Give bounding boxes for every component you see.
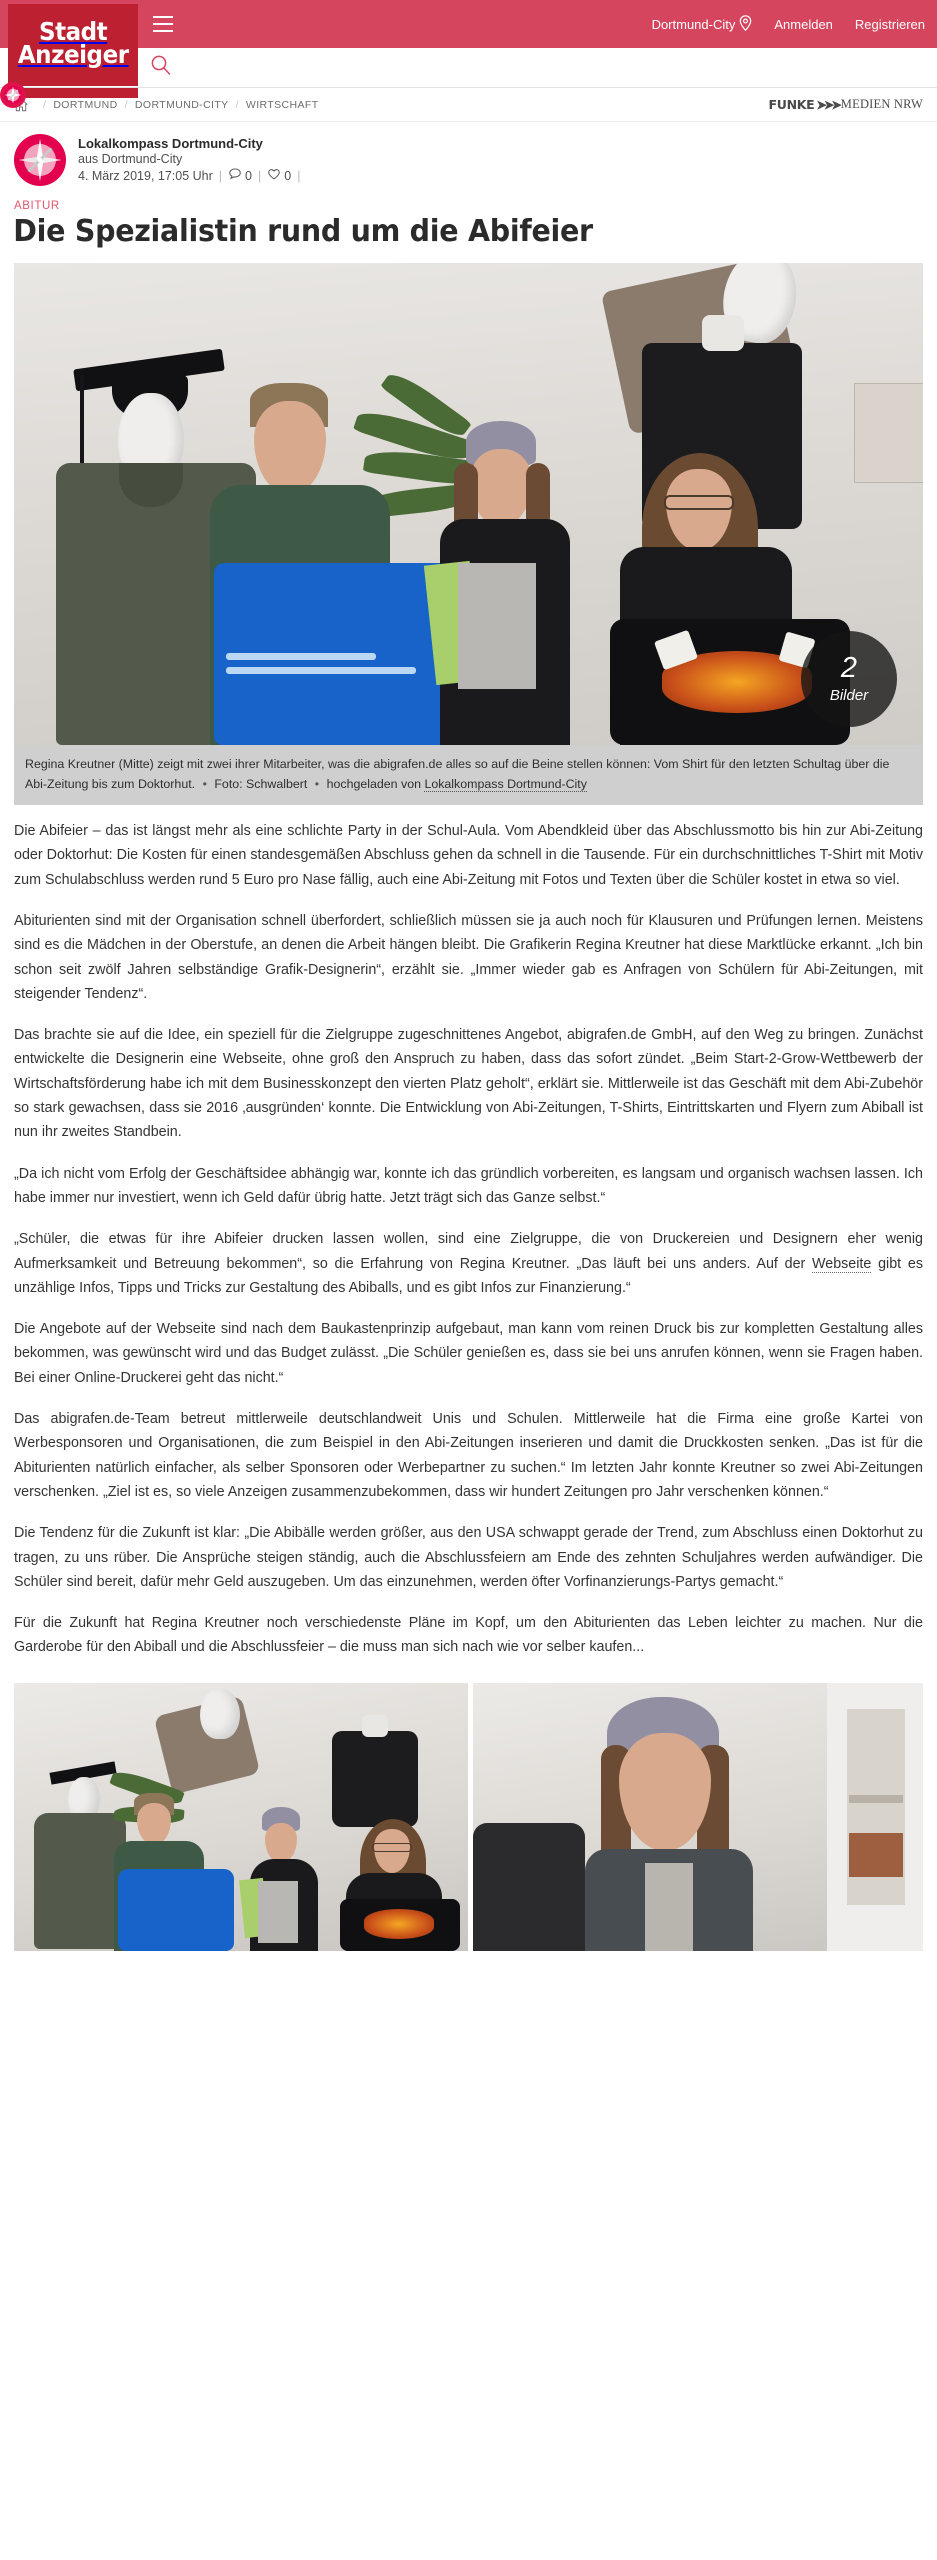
hero-photo <box>14 263 923 745</box>
hamburger-bar <box>153 30 173 32</box>
photo-shape-magazine <box>458 563 536 689</box>
comment-count: 0 <box>245 168 252 183</box>
byline <box>0 122 937 192</box>
page-title: Die Spezialistin rund um die Abifeier <box>13 214 593 249</box>
photo-shape-shirt-print <box>226 667 416 674</box>
breadcrumb-separator: / <box>235 98 239 111</box>
byline-pipe: | <box>218 168 223 183</box>
byline-origin: aus Dortmund-City <box>78 152 183 166</box>
comment-icon <box>228 167 242 184</box>
caption-bullet: • <box>202 776 207 791</box>
caption-uploader-link[interactable]: Lokalkompass Dortmund-City <box>424 776 587 791</box>
photo-shape-tassel <box>80 375 84 467</box>
photo-shape-glasses <box>664 495 734 510</box>
comment-count-group[interactable] <box>228 167 252 184</box>
byline-date: 4. März 2019, 17:05 Uhr <box>78 168 213 183</box>
login-link[interactable]: Anmelden <box>774 16 833 32</box>
photo-shape-shirt-print <box>226 653 376 660</box>
byline-pipe: | <box>297 168 301 183</box>
gallery-thumb-2[interactable] <box>473 1683 923 1951</box>
photo-shape-shelf-plank <box>849 1795 903 1803</box>
image-caption <box>14 745 923 805</box>
photo-shape-books <box>849 1833 903 1877</box>
caption-bullet: • <box>314 776 320 791</box>
search-bar <box>0 48 937 88</box>
breadcrumb-item-wirtschaft[interactable]: WIRTSCHAFT <box>245 98 319 111</box>
byline-text <box>78 134 300 186</box>
photo-shape-black-tshirt-display <box>332 1731 418 1827</box>
photo-shape-mannequin-head <box>200 1689 240 1739</box>
publisher-chevrons-icon: ➤➤➤ <box>816 98 839 112</box>
location-selector[interactable] <box>652 15 753 34</box>
site-logo[interactable] <box>8 4 138 86</box>
publisher-name-bold: FUNKE <box>768 97 815 112</box>
breadcrumb-item-dortmund-city[interactable]: DORTMUND-CITY <box>134 98 229 111</box>
breadcrumb-item-dortmund[interactable]: DORTMUND <box>53 98 118 111</box>
like-count: 0 <box>284 168 292 183</box>
article-paragraph: Das brachte sie auf die Idee, ein speziell für die Zielgruppe zugeschnittenes Angebot, abigrafen.de GmbH, auf den Weg zu bringen. Zunächst entwickelte die Designerin eine Webseite, ohne groß den Anspruch zu haben, dass das sofort zündet. „Beim Start-2-Grow-Wettbewerb der Wirtschaftsförderung habe ich mit dem Businesskonzept den vierten Platz geholt“, erklärt sie. Mittlerweile ist das Geschäft mit dem Abi-Zubehör so stark gewachsen, dass sie 2016 ‚ausgründen‘ konnte. Die Entwicklung von Abi-Zeitungen, T-Shirts, Eintrittskarten und Flyern zum Abiball ist nun ihr zweites Standbein. <box>14 1027 923 1141</box>
image-count-badge[interactable] <box>801 631 897 727</box>
byline-author[interactable]: Lokalkompass Dortmund-City <box>78 136 263 151</box>
compass-rose-icon <box>17 137 63 183</box>
article-paragraph: Für die Zukunft hat Regina Kreutner noch verschiedenste Pläne im Kopf, um den Abiturienten das Leben leichter zu machen. Nur die Garderobe für den Abiball und die Abschlussfeier – die muss man sich nach wie vor selber kaufen... <box>14 1615 923 1656</box>
photo-shape-blue-tshirt <box>118 1869 234 1951</box>
article-paragraph: Die Angebote auf der Webseite sind nach dem Baukastenprinzip aufgebaut, man kann vom reinen Druck bis zur kompletten Gestaltung alles bekommen, was gewünscht wird und das Budget zulässt. „Die Schüler genießen es, dass sie bei uns anrufen können, wenn sie Fragen haben. Bei einer Online-Druckerei geht das nicht.“ <box>14 1321 923 1386</box>
search-input[interactable] <box>180 59 937 76</box>
register-link[interactable]: Registrieren <box>854 16 925 32</box>
photo-shape-stand-neck <box>702 315 744 351</box>
gallery-thumb-1[interactable] <box>14 1683 468 1951</box>
publisher-logo <box>768 97 923 112</box>
map-pin-icon <box>739 15 752 34</box>
article-paragraph: Abiturienten sind mit der Organisation schnell überfordert, schließlich müssen sie ja auch noch für Klausuren und Prüfungen lernen. Meistens sind es die Mädchen in der Oberstufe, an denen die Arbeit hängen bleibt. Die Grafikerin Regina Kreutner hat diese Marktlücke erkannt. „Ich bin schon seit zwölf Jahren selbständige Grafik-Designerin“, erzählt sie. „Immer wieder gab es Anfragen von Schülern für Abi-Zeitungen, mit steigender Tendenz“. <box>14 912 923 1002</box>
article-paragraph: Die Abifeier – das ist längst mehr als eine schlichte Party in der Schul-Aula. Vom Abendkleid über das Abschlussmotto bis hin zur Abi-Zeitung oder Doktorhut: Die Kosten für einen standesgemäßen Abschluss gehen da schnell in die Tausende. Für ein durchschnittliches T-Shirt mit Motiv zum Schulabschluss werden rund 5 Euro pro Nase fällig, auch eine Abi-Zeitung mit Fotos und Texten über die Schüler kostet in etwa so viel. <box>14 823 923 888</box>
search-icon[interactable] <box>150 54 172 81</box>
avatar[interactable] <box>14 134 66 186</box>
article-kicker[interactable]: ABITUR <box>14 200 60 212</box>
photo-shape-office-chair <box>473 1823 585 1951</box>
compass-rose-icon <box>0 82 26 108</box>
article-paragraph-with-link <box>14 1227 923 1300</box>
webseite-link[interactable]: Webseite <box>812 1255 872 1272</box>
photo-shape-abivegas-logo <box>364 1909 434 1939</box>
location-label: Dortmund-City <box>651 16 736 32</box>
article-body <box>0 805 937 1660</box>
photo-shape-hoodie <box>34 1813 126 1949</box>
breadcrumb <box>0 88 937 122</box>
paragraph-text-before: „Schüler, die etwas für ihre Abifeier drucken lassen wollen, sind eine Zielgruppe, die von Druckereien und Designern eher wenig Aufmerksamkeit und Betreuung bekommen“, so die Erfahrung von Regina Kreutner. „Das läuft bei uns anders. Auf der <box>14 1231 923 1272</box>
photo-shape-glasses <box>372 1843 412 1852</box>
article-paragraph: Die Tendenz für die Zukunft ist klar: „Die Abibälle werden größer, aus den USA schwappt gerade der Trend, zum Abschluss einen Doktorhut zu tragen, zu uns rüber. Die Ansprüche steigen ständig, auch die Abschlussfeiern am Ende des zehnten Schuljahres werden aufwändiger. Die Schüler sind bereit, dafür mehr Geld auszugeben. Um das einzunehmen, werden öfter Vorfinanzierungs-Partys gemacht.“ <box>14 1525 923 1590</box>
top-bar-actions <box>652 15 937 34</box>
top-bar <box>0 0 937 69</box>
photo-shape-inner-shirt <box>645 1863 693 1951</box>
hamburger-bar <box>153 16 173 18</box>
byline-pipe: | <box>258 168 262 183</box>
byline-meta <box>78 167 300 184</box>
paragraph-text-after: gibt es unzählige Infos, Tipps und Tricks zur Gestaltung des Abiballs, und es gibt Infos zur Finanzierung.“ <box>14 1255 923 1296</box>
logo-line-1: Stadt <box>38 17 108 46</box>
heart-icon <box>267 167 281 184</box>
photo-shape-stand-neck <box>362 1715 388 1737</box>
photo-shape-box <box>854 383 923 483</box>
image-count-label: Bilder <box>829 686 869 704</box>
caption-upload-prefix: hochgeladen von <box>326 776 421 791</box>
breadcrumb-separator: / <box>43 98 47 111</box>
article-paragraph: Das abigrafen.de-Team betreut mittlerweile deutschlandweit Unis und Schulen. Mittlerweile hat die Firma eine große Kartei von Werbesponsoren und Organisationen, die zum Beispiel in den Abi-Zeitungen inserieren und damit die Druckkosten senken. „Das ist für die Abiturienten natürlich einfacher, als selber Sponsoren oder Werbepartner zu suchen.“ Im letzten Jahr konnte Kreutner so zwei Abi-Zeitungen verschenken. „Ziel ist es, so viele Anzeigen zusammenzubekommen, dass wir hundert Zeitungen pro Jahr verschenken können.“ <box>14 1411 923 1500</box>
photo-shape-magazine <box>258 1881 298 1943</box>
caption-photo-credit: Foto: Schwalbert <box>214 776 308 791</box>
logo-underbar <box>8 88 138 98</box>
image-gallery <box>0 1677 937 1959</box>
logo-line-2: Anzeiger <box>17 40 129 69</box>
caption-text: Regina Kreutner (Mitte) zeigt mit zwei ihrer Mitarbeiter, was die abigrafen.de alles so auf die Beine stellen können: Vom Shirt für den letzten Schultag über die Abi-Zeitung bis zum Doktorhut. <box>25 756 890 791</box>
hero-image-wrap <box>0 263 937 745</box>
breadcrumb-separator: / <box>124 98 128 111</box>
like-count-group[interactable] <box>267 167 291 184</box>
publisher-name-light: MEDIEN NRW <box>840 97 923 111</box>
image-count-number: 2 <box>840 651 858 684</box>
article-paragraph: „Da ich nicht vom Erfolg der Geschäftsidee abhängig war, konnte ich das gründlich vorbereiten, es langsam und organisch wachsen lassen. Ich habe immer nur investiert, wenn ich Geld dafür übrig hatte. Jetzt trägt sich das Ganze selbst.“ <box>14 1165 923 1206</box>
hamburger-icon[interactable] <box>153 11 179 37</box>
hero-image[interactable] <box>14 263 923 745</box>
hamburger-bar <box>153 23 173 25</box>
